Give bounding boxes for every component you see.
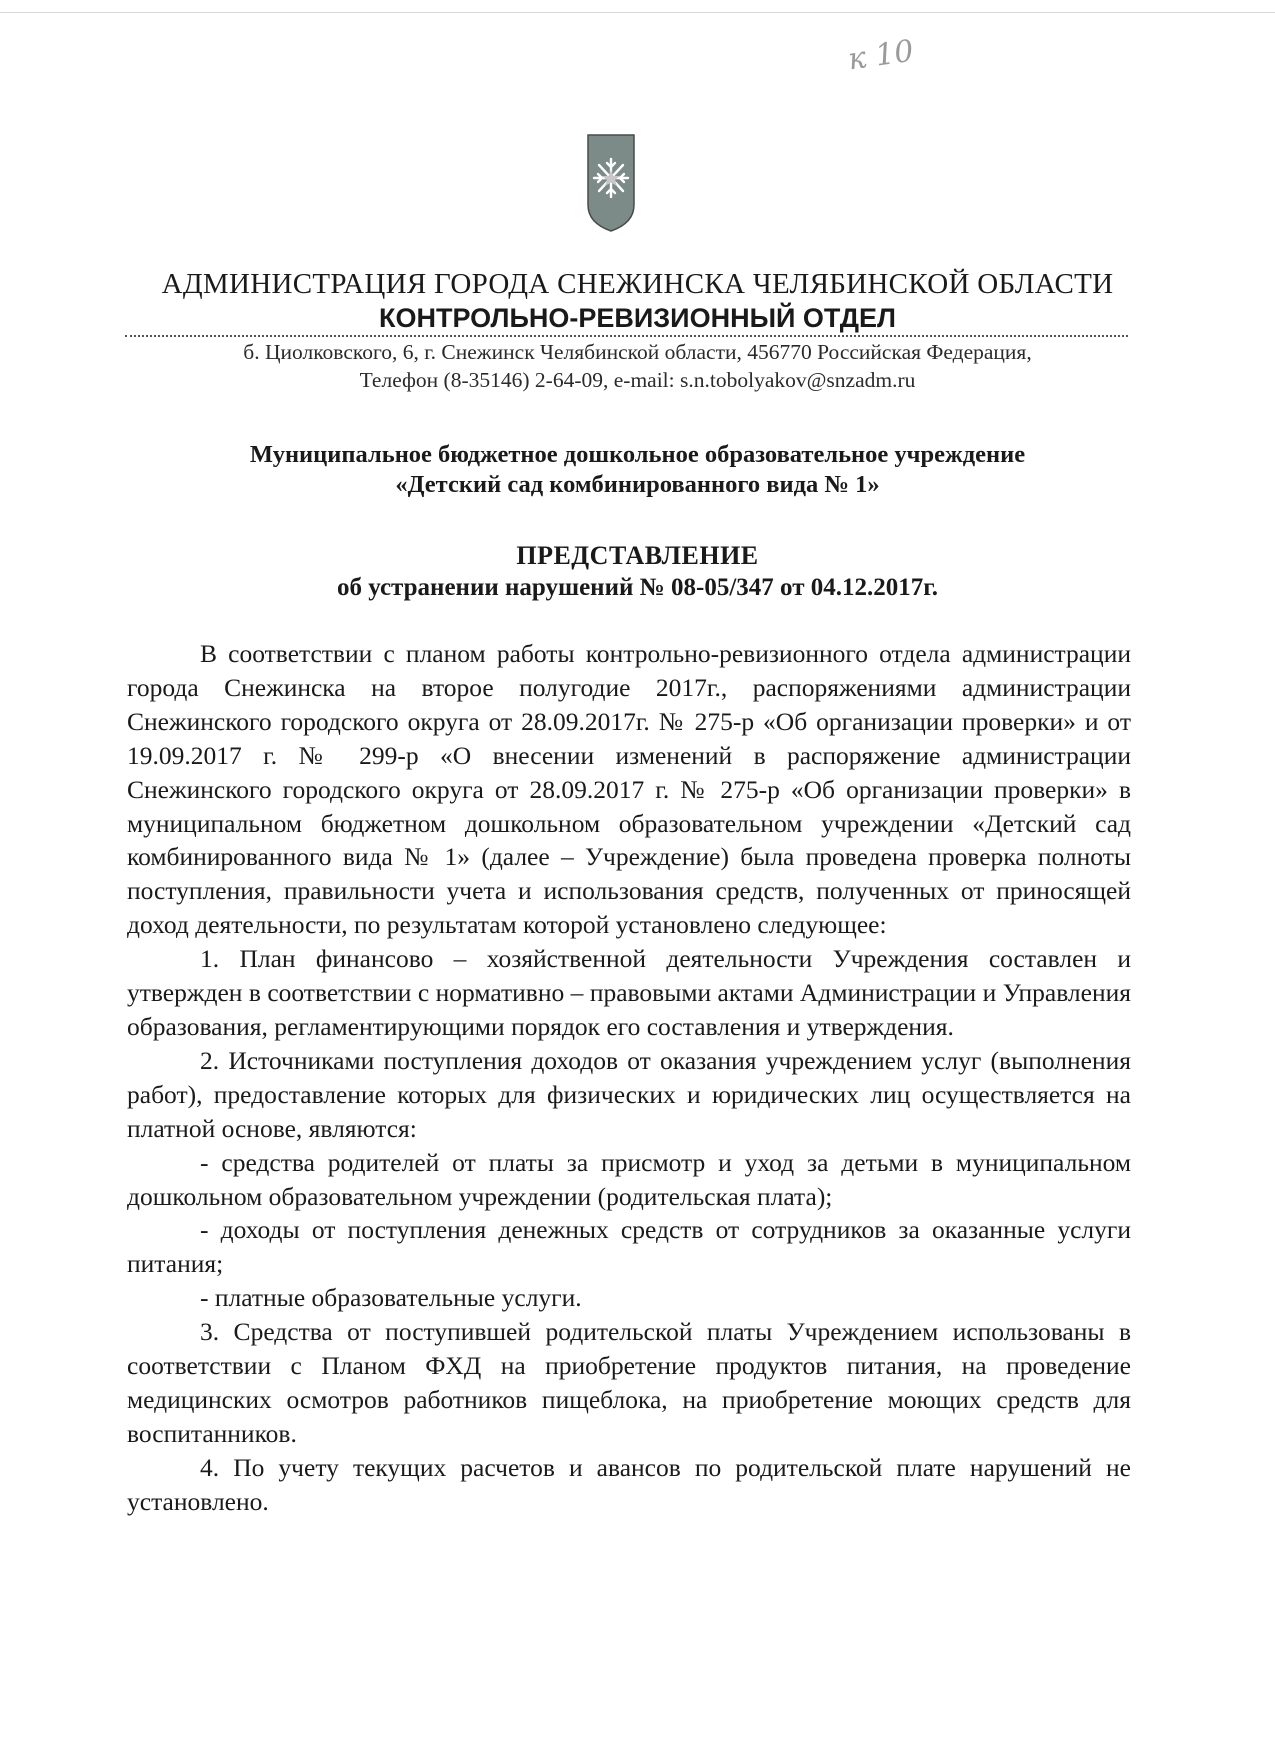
recipient-line-1: Муниципальное бюджетное дошкольное образовательное учреждение (249, 441, 1026, 468)
document-title: ПРЕДСТАВЛЕНИЕ (516, 541, 759, 570)
document-subtitle: об устранении нарушений № 08-05/347 от 04.12.2017г. (336, 574, 939, 601)
body-paragraph: - платные образовательные услуги. (200, 1283, 582, 1313)
header-divider (125, 335, 1128, 337)
body-paragraph: 1. План финансово – хозяйственной деятельности Учреждения составлен и утвержден в соответствии с нормативно – правовыми актами Администрации и Управления образования, регламентирующими порядок его составления и утверждения. (127, 944, 1131, 1041)
scan-top-edge (0, 12, 1275, 13)
body-paragraph: - средства родителей от платы за присмотр и уход за детьми в муниципальном дошкольном образовательном учреждении (родительская плата); (127, 1147, 1131, 1211)
body-paragraph: 3. Средства от поступившей родительской платы Учреждением использованы в соответствии с Планом ФХД на приобретение продуктов питания, на проведение медицинских осмотров работников пищеблока, на приобретение моющих средств для воспитанников. (127, 1317, 1131, 1448)
address-line: б. Циолковского, 6, г. Снежинск Челябинской области, 456770 Российская Федерация, (243, 340, 1032, 364)
body-paragraph: 2. Источниками поступления доходов от оказания учреждением услуг (выполнения работ), предоставление которых для физических и юридических лиц осуществляется на платной основе, являются: (127, 1045, 1131, 1143)
body-paragraph: 4. По учету текущих расчетов и авансов по родительской плате нарушений не установлено. (127, 1452, 1131, 1516)
body-paragraph: В соответствии с планом работы контрольно-ревизионного отдела администрации города Снежинска на второе полугодие 2017г., распоряжениями администрации Снежинского городского округа от 28.09.2017г. № 275-р «Об организации проверки» и от 19.09.2017 г. № 299-р «О внесении изменений в распоряжение администрации Снежинского городского округа от 28.09.2017 г. № 275-р «Об организации проверки» в муниципальном бюджетном дошкольном образовательном учреждении «Детский сад комбинированного вида № 1» (далее – Учреждение) была проведена проверка полноты поступления, правильности учета и использования средств, полученных от приносящей доход деятельности, по результатам которой установлено следующее: (127, 639, 1131, 940)
organization-name: АДМИНИСТРАЦИЯ ГОРОДА СНЕЖИНСКА ЧЕЛЯБИНСКОЙ ОБЛАСТИ (161, 268, 1114, 300)
document-body (127, 637, 1131, 1519)
recipient-line-2: «Детский сад комбинированного вида № 1» (395, 471, 880, 498)
department-name: КОНТРОЛЬНО-РЕВИЗИОННЫЙ ОТДЕЛ (379, 303, 896, 333)
handwritten-note: к 10 (845, 33, 916, 78)
body-paragraph: - доходы от поступления денежных средств от сотрудников за оказанные услуги питания; (127, 1215, 1131, 1279)
contact-line: Телефон (8-35146) 2-64-09, e-mail: s.n.tobolyakov@snzadm.ru (359, 368, 916, 392)
coat-of-arms-icon (586, 133, 636, 233)
